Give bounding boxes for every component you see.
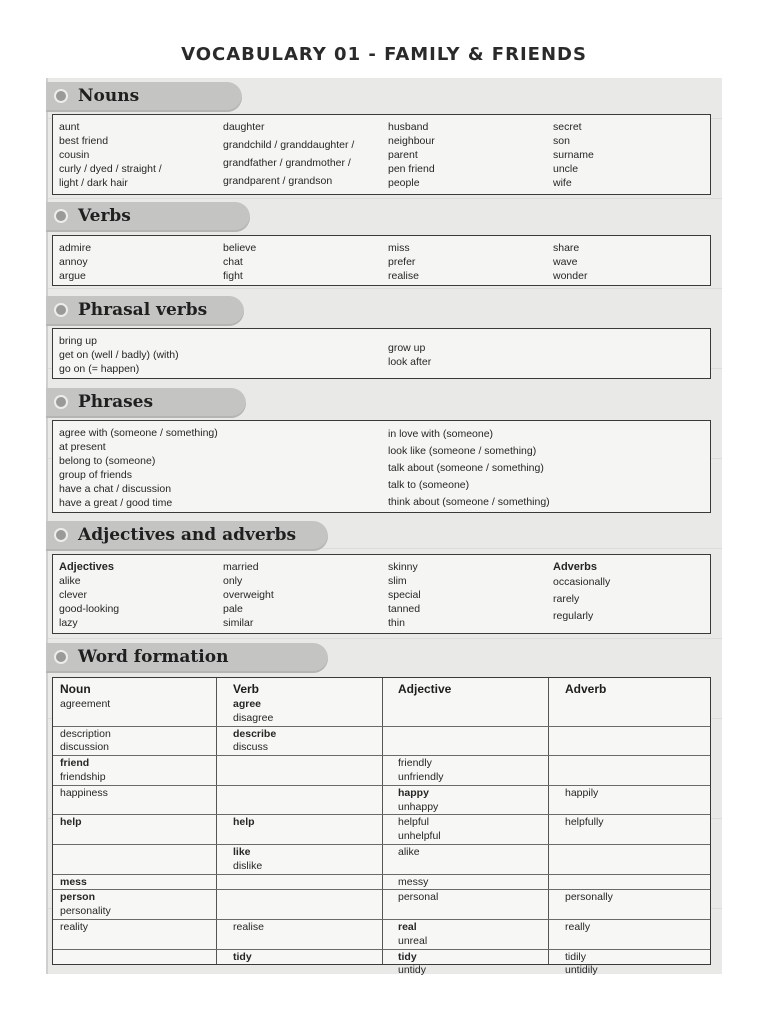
word: daughter	[223, 121, 265, 133]
word: wife	[553, 177, 572, 189]
word: uncle	[553, 163, 579, 175]
word: grow up	[388, 342, 426, 354]
word: talk to (someone)	[388, 479, 470, 491]
row-divider	[53, 726, 710, 727]
table-cell-noun: person	[60, 891, 96, 904]
word: husband	[388, 121, 429, 133]
word: group of friends	[59, 469, 132, 481]
word: pale	[223, 603, 243, 615]
word: prefer	[388, 256, 416, 268]
table-cell-verb: tidy	[233, 950, 252, 963]
row-divider	[53, 844, 710, 845]
word: fight	[223, 270, 243, 282]
bullet-icon	[54, 303, 68, 317]
column-header-noun: Noun	[60, 682, 91, 696]
section-title: Verbs	[78, 206, 131, 226]
bullet-icon	[54, 89, 68, 103]
word: annoy	[59, 256, 88, 268]
word: wave	[553, 256, 578, 268]
bullet-icon	[54, 395, 68, 409]
adjectives-adverbs-box	[52, 554, 711, 634]
word: cousin	[59, 149, 90, 161]
section-tab-word-formation	[46, 643, 328, 673]
word: tanned	[388, 603, 421, 615]
word: share	[553, 242, 580, 254]
word: alike	[59, 575, 81, 587]
word: surname	[553, 149, 594, 161]
table-cell-adj: personal	[398, 891, 439, 904]
table-cell-verb: agree	[233, 698, 262, 710]
word: think about (someone / something)	[388, 496, 550, 508]
section-tab-adjectives-adverbs	[46, 521, 328, 551]
word: regularly	[553, 610, 594, 622]
word: special	[388, 589, 421, 601]
row-divider	[53, 785, 710, 786]
table-cell-adj: friendly	[398, 757, 432, 770]
word: best friend	[59, 135, 109, 147]
table-cell-noun: happiness	[60, 786, 108, 799]
table-cell-adj: tidy	[398, 950, 417, 963]
section-tab-nouns	[46, 82, 242, 112]
row-divider	[53, 889, 710, 890]
row-divider	[53, 814, 710, 815]
table-cell-adv: happily	[565, 786, 599, 799]
table-cell-verb: discuss	[233, 741, 269, 754]
word: similar	[223, 617, 254, 629]
word: in love with (someone)	[388, 428, 494, 440]
word: son	[553, 135, 570, 147]
table-cell-adj: unfriendly	[398, 771, 444, 783]
table-cell-verb: like	[233, 846, 251, 858]
word: look after	[388, 356, 432, 368]
bullet-icon	[54, 209, 68, 223]
row-divider	[53, 919, 710, 920]
word: secret	[553, 121, 582, 133]
row-divider	[53, 949, 710, 950]
table-cell-noun: friendship	[60, 771, 106, 783]
column-header-verb: Verb	[233, 682, 260, 696]
table-cell-adv: really	[565, 921, 591, 933]
word: good-looking	[59, 603, 120, 615]
word: grandfather / grandmother /	[223, 157, 351, 169]
bullet-icon	[54, 528, 68, 542]
table-cell-noun: discussion	[60, 741, 110, 754]
row-divider	[53, 874, 710, 875]
table-cell-adv: untidily	[565, 964, 598, 977]
page-title: VOCABULARY 01 - FAMILY & FRIENDS	[181, 44, 587, 65]
word: agree with (someone / something)	[59, 427, 218, 439]
table-cell-noun: agreement	[60, 698, 111, 710]
word: have a great / good time	[59, 497, 173, 509]
table-cell-noun: reality	[60, 921, 89, 933]
table-cell-verb: help	[233, 816, 255, 829]
table-cell-verb: realise	[233, 921, 264, 933]
word: wonder	[553, 270, 588, 282]
word: talk about (someone / something)	[388, 462, 544, 474]
section-tab-verbs	[46, 202, 250, 232]
table-cell-adj: unhelpful	[398, 830, 441, 843]
table-cell-adj: alike	[398, 846, 420, 858]
table-cell-adv: personally	[565, 891, 613, 904]
table-cell-noun: mess	[60, 875, 87, 888]
phrasal-verbs-box	[52, 328, 711, 379]
table-cell-noun: description	[60, 727, 111, 740]
word: clever	[59, 589, 88, 601]
word: slim	[388, 575, 407, 587]
word: grandparent / grandson	[223, 175, 333, 187]
word: only	[223, 575, 243, 587]
table-cell-adv: helpfully	[565, 816, 604, 829]
nouns-box	[52, 114, 711, 195]
word: rarely	[553, 593, 580, 605]
word: aunt	[59, 121, 80, 133]
word: curly / dyed / straight /	[59, 163, 162, 175]
word: pen friend	[388, 163, 435, 175]
section-title: Phrasal verbs	[78, 300, 208, 320]
word: lazy	[59, 617, 78, 629]
table-cell-adj: happy	[398, 786, 429, 799]
section-title: Nouns	[78, 86, 140, 106]
word: bring up	[59, 335, 97, 347]
word: occasionally	[553, 576, 611, 588]
word: chat	[223, 256, 243, 268]
word: married	[223, 561, 259, 573]
table-cell-verb: dislike	[233, 859, 263, 872]
table-cell-noun: help	[60, 816, 82, 829]
word: at present	[59, 441, 106, 453]
table-cell-adj: untidy	[398, 964, 427, 977]
word: get on (well / badly) (with)	[59, 349, 179, 361]
word: light / dark hair	[59, 177, 128, 189]
word-formation-table	[52, 677, 711, 977]
word: skinny	[388, 561, 418, 573]
word: realise	[388, 270, 419, 282]
column-header-adjective: Adjective	[398, 682, 452, 696]
section-tab-phrasal-verbs	[46, 296, 244, 326]
column-header: Adverbs	[553, 561, 598, 573]
table-cell-adj: messy	[398, 875, 429, 888]
word: neighbour	[388, 135, 435, 147]
table-cell-adj: unreal	[398, 934, 428, 947]
table-cell-adv: tidily	[565, 950, 587, 963]
table-cell-verb: disagree	[233, 711, 274, 724]
verbs-box	[52, 235, 711, 286]
word: people	[388, 177, 420, 189]
section-title: Adjectives and adverbs	[78, 525, 297, 545]
word: believe	[223, 242, 257, 254]
row-divider	[53, 755, 710, 756]
word: admire	[59, 242, 92, 254]
table-cell-adj: real	[398, 921, 417, 933]
section-title: Word formation	[78, 647, 229, 667]
section-tab-phrases	[46, 388, 246, 418]
table-cell-adj: helpful	[398, 816, 429, 829]
column-header: Adjectives	[59, 561, 115, 573]
word: overweight	[223, 589, 274, 601]
word: grandchild / granddaughter /	[223, 139, 355, 151]
table-cell-noun: personality	[60, 905, 111, 918]
word: parent	[388, 149, 418, 161]
section-title: Phrases	[78, 392, 154, 412]
word: look like (someone / something)	[388, 445, 537, 457]
word: have a chat / discussion	[59, 483, 172, 495]
table-cell-adj: unhappy	[398, 800, 439, 813]
table-cell-verb: describe	[233, 727, 277, 740]
phrases-box	[52, 420, 711, 513]
word: argue	[59, 270, 86, 282]
column-header-adverb: Adverb	[565, 682, 607, 696]
word: miss	[388, 242, 410, 254]
bullet-icon	[54, 650, 68, 664]
word: thin	[388, 617, 405, 629]
word: belong to (someone)	[59, 455, 156, 467]
table-cell-noun: friend	[60, 757, 90, 770]
word: go on (= happen)	[59, 363, 140, 375]
